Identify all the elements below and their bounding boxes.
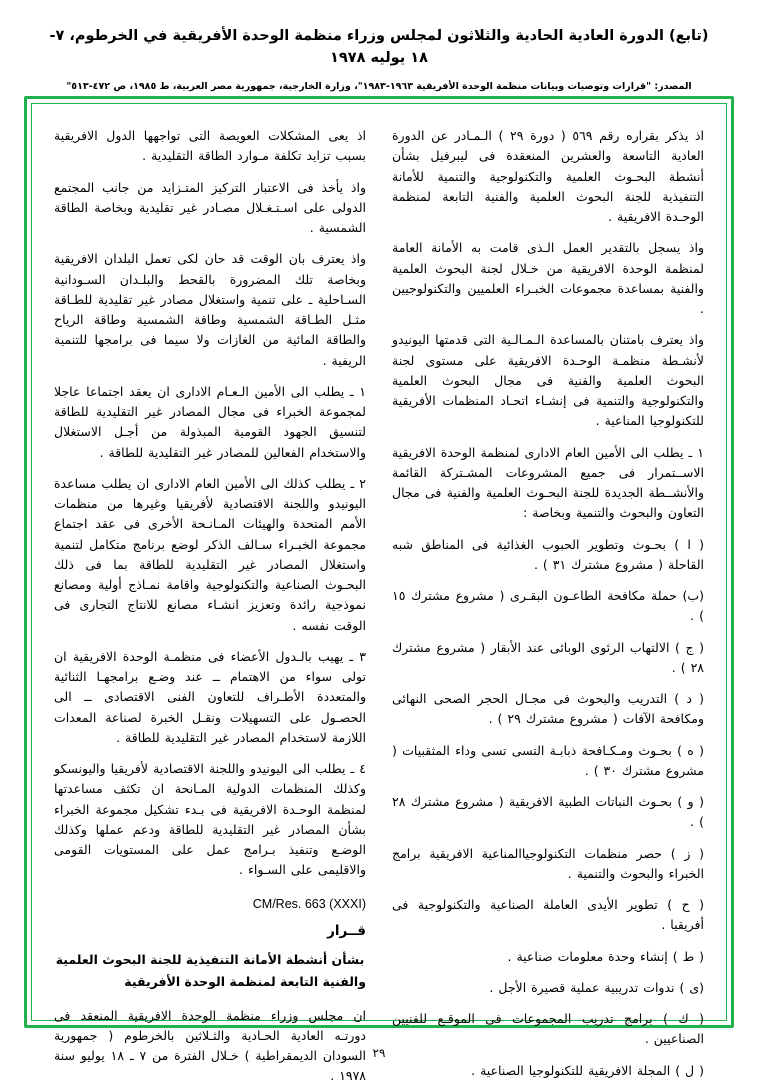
page-number: ٢٩ — [372, 1046, 386, 1060]
list-item: ( ط ) إنشاء وحدة معلومات صناعية . — [507, 948, 704, 964]
two-column-body — [38, 108, 720, 1084]
source-line: المصدر: "قرارات وتوصيات وبيانات منظمة الوحدة الأفريقية ١٩٦٣-١٩٨٣"، وزارة الخارجية، جمهورية مصر العربية، ط ١٩٨٥، ص ٤٧٢-٥١٣" — [66, 80, 692, 92]
paragraph: واذ يسجل بالتقدير العمل الـذى قامت به الأمانة العامة لمنظمة الوحدة الافريقية من خـلال لجنة البحوث العلمية والفنية بمساعدة مجموعات الخبـراء العلميين والتكنولوجيين . — [392, 240, 704, 316]
paragraph: ١ ـ يطلب الى الأمين العام الادارى لمنظمة الوحدة الافريقية الاســتمرار فى جميع المشروعات المشـتركة القائمة والأنشــطة الجديدة للجنة البحـوث العلمية والفنية فى مجال التعاون والبحوث والتنمية وبخاصة : — [392, 444, 704, 521]
paragraph: واذ يعترف بان الوقت قد حان لكى تعمل البلدان الافريقية وبخاصة تلك المضرورة بالقحط والبلـدان السـودانية السـاحلية ـ على تنمية واستغلال مصادر غير تقليدية للطـاقة مثـل الطـاقة الشمسية وطاقة الشمسية وطاقة الرياح والطاقة المائية من الغازات ولا سيما فى برامجها للتنمية الريفية . — [54, 251, 366, 368]
right-column — [392, 126, 704, 1078]
paragraph: ٢ ـ يطلب كذلك الى الأمين العام الادارى ان يطلب مساعدة اليونيدو واللجنة الاقتصادية لأفريقيا وغيرها من منظمات الأمم المتحدة والهيئات المـانـحة الأخرى فى عقد اجتماع مجموعة الخبـراء سـالف الذكر لوضع برنامج متكامل لتنمية واستغلال المصادر غير التقليدية للطاقة بما فى ذلك البحـوث الصناعية والتكنولوجية واقامة نمـاذج أولية ومصانع نموذجية رائدة وتعزيز انشـاء مصانع للانتاج التجارى فى الوقت نفسه . — [54, 475, 366, 633]
left-column — [54, 126, 366, 1084]
list-item: ( ك ) برامج تدريب المجموعات فى الموقـع للفنيين الصناعيين . — [392, 1011, 704, 1047]
paragraph: ان مجلس وزراء منظمة الوحدة الافريقية المنعقد فى دورتـه العادية الحـادية والثـلاثين بالخرطوم ( جمهورية السودان الديمقراطية ) خـلال الفترة من ٧ ـ ١٨ يوليو سنة ١٩٧٨ . — [54, 1007, 366, 1084]
list-item: ( ل ) المجلة الافريقية للتكنولوجيا الصناعية . — [471, 1062, 704, 1078]
list-item: (ب) حملة مكافحة الطاعـون البقـرى ( مشروع مشترك ١٥ ) . — [392, 588, 704, 624]
paragraph: اذ يعى المشكلات العويصة التى تواجهها الدول الافريقية بسبب تزايد تكلفة مـوارد الطاقة التقليدية . — [54, 128, 366, 164]
page-title: (تابع) الدورة العادية الحادية والثلاثون لمجلس وزراء منظمة الوحدة الأفريقية في الخرطوم، ٧- ١٨ يوليه ١٩٧٨ — [49, 28, 709, 66]
paragraph: واذ يأخذ فى الاعتبار التركيز المتـزايد من جانب المجتمع الدولى على اسـتـغـلال مصـادر غير تقليدية وبخاصة الطاقة الشمسية . — [54, 179, 366, 235]
paragraph: ٣ ـ يهيب بالـدول الأعضاء فى منظمـة الوحدة الافريقية ان تولى سواء من الاهتمام ــ عند وضـع برامجهـا الثنائية والمتعددة الأطـراف للتعاون الفنى الاقتصادى ــ الى الحصـول على التسهيلات ونقـل الخبرة لصناعة المعدات اللازمة لاستخدام المصادر غير التقليدية للطاقة . — [54, 648, 366, 745]
list-item: ( ا ) بحـوث وتطوير الحبوب الغذائية فى المناطق شبه القاحلة ( مشروع مشترك ٣١ ) . — [392, 536, 704, 572]
list-item: ( ز ) حصر منظمات التكنولوجياالمناعية الافريقية برامج الخبراء والبحوث والتنمية . — [392, 845, 704, 881]
paragraph: اذ يذكر بقراره رقم ٥٦٩ ( دورة ٢٩ ) الـمـادر عن الدورة العادية التاسعة والعشرين المنعقدة فى ليبرفيل بشأن أنشطة البحـوث العلمية والتكنولوجية والتنمية للأمانة التنفيذية للجنة البحوث العلمية والفنية التابعة لمنظمة الوحـدة الافريقية . — [392, 128, 704, 224]
list-item: ( د ) التدريب والبحوث فى مجـال الحجر الصحى النهائى ومكافحة الآفات ( مشروع مشترك ٢٩ ) . — [392, 691, 704, 727]
resolution-heading: قــرار — [327, 922, 366, 939]
list-item: ( ح ) تطوير الأيدى العاملة الصناعية والتكنولوجية فى أفريقيا . — [392, 897, 704, 933]
list-item: (ى ) ندوات تدريبية عملية قصيرة الأجل . — [489, 979, 704, 995]
list-item: ( و ) بحـوث النباتات الطبية الافريقية ( مشروع مشترك ٢٨ ) . — [392, 794, 704, 830]
resolution-subheading: بشأن أنشطة الأمانة التنفيذية للجنة البحوث العلمية والفنية التابعة لمنظمة الوحدة الأفريقية — [55, 951, 366, 989]
list-item: ( ج ) الالتهاب الرئوى الوبائى عند الأبقار ( مشروع مشترك ٢٨ ) . — [392, 639, 704, 675]
paragraph: ٤ ـ يطلب الى اليونيدو واللجنة الاقتصادية لأفريقيا واليونسكو وكذلك المنظمات الدولية المـانحة ان تكثف مساعدتها لمنظمة الوحـدة الافريقية فى بـدء تشكيل مجموعة الخبراء بشأن المصادر غير التقليدية للطاقة ودعم عملها وكذلك الوضـع وتنفيذ بـرامج عمل على المستويات القومى والاقليمى على السـواء . — [54, 761, 366, 878]
resolution-code: CM/Res. 663 (XXXI) — [252, 896, 366, 911]
page-header — [0, 0, 758, 93]
paragraph: ١ ـ يطلب الى الأمين الـعـام الادارى ان يعقد اجتماعا عاجلا لمجموعة الخبراء فى مجال المصادر غير التقليدية للطاقة لتنسيق الجهود القومية المبذولة من أجـل الاستغلال والاستخدام الفعالين للمصادر غير التقليدية للطاقة . — [54, 383, 366, 460]
paragraph: واذ يعترف بامتنان بالمساعدة الـمـالـية التى قدمتها اليونيدو لأنشـطة منظمـة الوحـدة الافريقية على مستوى لجنة البحوث العلمية والفنية فى مجال البحوث العلمية والتكنولوجية والتنمية فى إنشـاء اتحـاد المنظمات الأفريقية للتكنولوجيا المناعية . — [392, 332, 704, 429]
list-item: ( ه ) بحـوث ومـكـافحة ذبابـة التسى تسى وداء المثقبيات ( مشروع مشترك ٣٠ ) . — [392, 742, 704, 778]
